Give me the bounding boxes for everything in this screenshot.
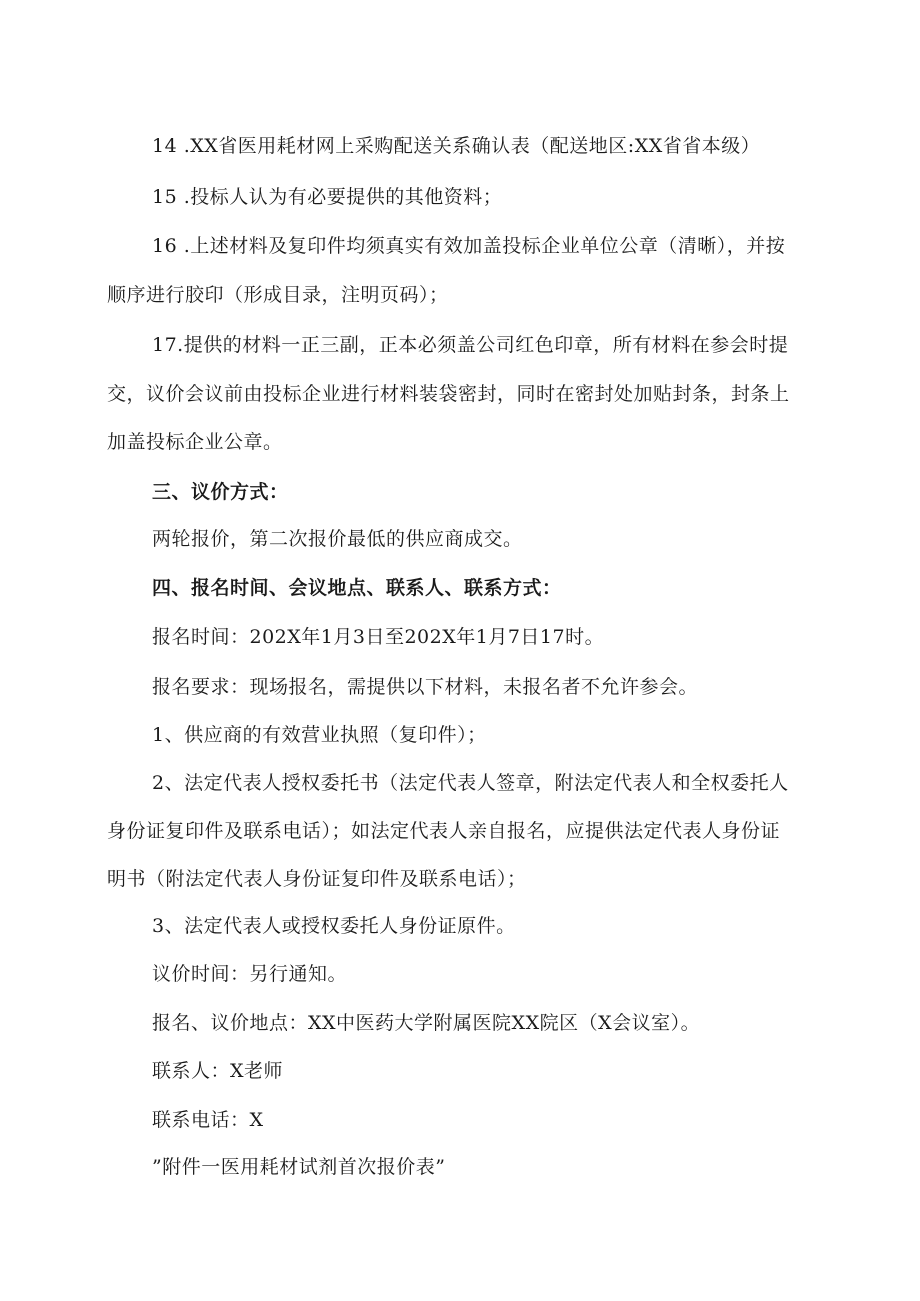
item-17-line-2: 交，议价会议前由投标企业进行材料装袋密封，同时在密封处加贴封条，封条上 [107, 383, 790, 405]
item-17-line-1: 17.提供的材料一正三副，正本必须盖公司红色印章，所有材料在参会时提 [152, 334, 789, 356]
negotiation-location: 报名、议价地点：XX中医药大学附属医院XX院区（X会议室）。 [152, 1012, 701, 1034]
requirement-1: 1、供应商的有效营业执照（复印件）； [152, 724, 487, 746]
item-17-line-3: 加盖投标企业公章。 [107, 431, 283, 453]
registration-requirements: 报名要求：现场报名，需提供以下材料，未报名者不允许参会。 [152, 676, 699, 698]
item-16-line-2: 顺序进行胶印（形成目录，注明页码）； [107, 284, 449, 306]
contact-person: 联系人：X老师 [152, 1060, 284, 1082]
contact-phone: 联系电话：X [152, 1109, 264, 1131]
registration-time: 报名时间：202X年1月3日至202X年1月7日17时。 [152, 626, 605, 648]
item-16-line-1: 16 .上述材料及复印件均须真实有效加盖投标企业单位公章（清晰），并按 [152, 235, 786, 257]
item-14-line: 14 .XX省医用耗材网上采购配送关系确认表（配送地区:XX省省本级） [152, 135, 761, 157]
attachment-reference: ”附件一医用耗材试剂首次报价表” [152, 1156, 446, 1178]
requirement-3: 3、法定代表人或授权委托人身份证原件。 [152, 915, 516, 937]
requirement-2-line-3: 明书（附法定代表人身份证复印件及联系电话）； [107, 868, 527, 890]
requirement-2-line-2: 身份证复印件及联系电话）；如法定代表人亲自报名，应提供法定代表人身份证 [107, 820, 781, 842]
requirement-2-line-1: 2、法定代表人授权委托书（法定代表人签章，附法定代表人和全权委托人 [152, 772, 789, 794]
section-4-heading: 四、报名时间、会议地点、联系人、联系方式： [152, 577, 562, 599]
negotiation-time: 议价时间：另行通知。 [152, 963, 348, 985]
section-3-heading: 三、议价方式： [152, 481, 289, 503]
item-15-line: 15 .投标人认为有必要提供的其他资料； [152, 186, 503, 208]
section-3-body: 两轮报价，第二次报价最低的供应商成交。 [152, 528, 523, 550]
